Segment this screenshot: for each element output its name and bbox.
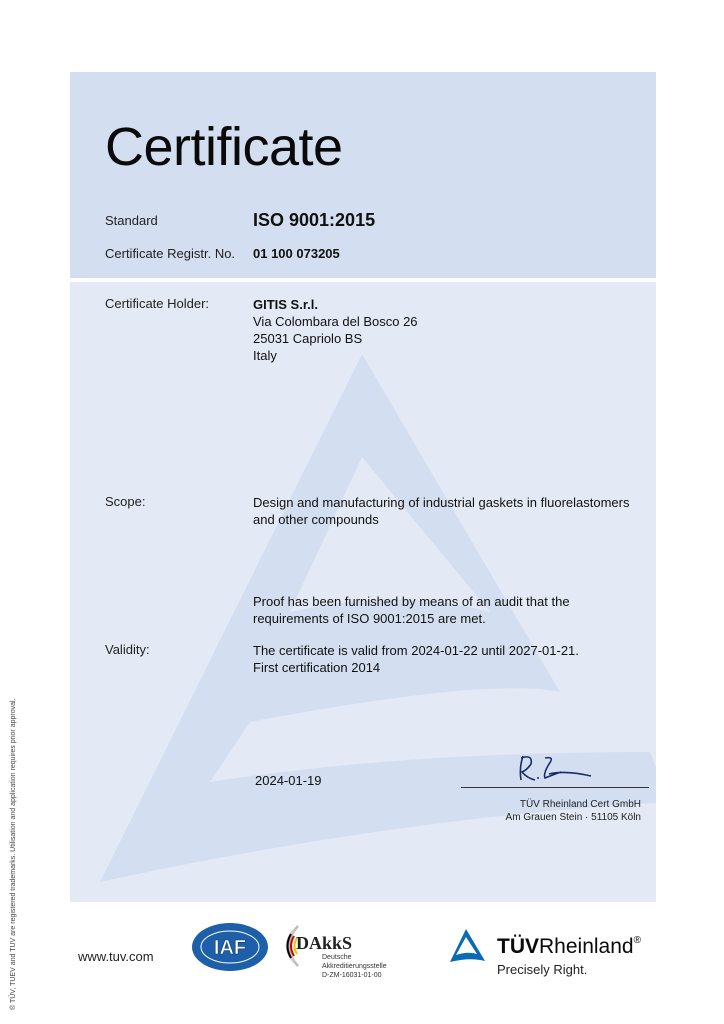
scope-line: and other compounds: [253, 512, 379, 527]
issuer-name: TÜV Rheinland Cert GmbH: [519, 799, 641, 810]
validity-line: First certification 2014: [253, 660, 381, 675]
dakks-line: Deutsche: [322, 954, 352, 961]
holder-block: [253, 296, 418, 364]
registered-mark: ®: [633, 935, 641, 946]
scope-line: Design and manufacturing of industrial gaskets in fluorelastomers: [253, 495, 630, 510]
proof-text: [253, 593, 570, 627]
signature-line: [461, 787, 649, 788]
holder-address-line: Italy: [253, 348, 277, 363]
validity-text: [253, 642, 579, 676]
standard-value: ISO 9001:2015: [253, 210, 376, 230]
brand-rest: Rheinland: [539, 935, 634, 958]
certificate-header: [70, 72, 656, 278]
holder-label: Certificate Holder:: [105, 296, 210, 311]
validity-label: Validity:: [105, 642, 150, 657]
dakks-title: DAkkS: [296, 933, 353, 953]
issue-date: 2024-01-19: [255, 773, 322, 788]
scope-label: Scope:: [105, 494, 146, 509]
certificate-body: [70, 282, 656, 902]
tuv-tagline: Precisely Right.: [497, 962, 588, 977]
validity-line: The certificate is valid from 2024-01-22 until 2027-01-21.: [253, 643, 579, 658]
tuv-triangle-logo-icon: [446, 928, 488, 964]
issuer-block: [506, 798, 641, 824]
holder-name: GITIS S.r.l.: [253, 297, 319, 312]
dakks-subtitle: [322, 953, 387, 980]
proof-line: Proof has been furnished by means of an audit that the: [253, 594, 570, 609]
registr-label: Certificate Registr. No.: [105, 246, 236, 261]
iaf-logo-icon: [191, 922, 269, 972]
holder-address-line: 25031 Capriolo BS: [253, 331, 363, 346]
registr-value: 01 100 073205: [253, 246, 340, 261]
holder-address-line: Via Colombara del Bosco 26: [253, 314, 418, 329]
trademark-notice: ® TÜV, TUEV and TUV are registered trademarks. Utilisation and application requires prior approval.: [10, 698, 17, 1010]
certificate-title: Certificate: [105, 117, 343, 177]
proof-line: requirements of ISO 9001:2015 are met.: [253, 611, 486, 626]
standard-label: Standard: [105, 213, 158, 228]
brand-bold: TÜV: [497, 935, 539, 958]
issuer-address: Am Grauen Stein · 51105 Köln: [505, 812, 641, 823]
dakks-line: D-ZM-16031-01-00: [322, 972, 382, 979]
website-link[interactable]: www.tuv.com: [78, 949, 154, 964]
svg-text:IAF: IAF: [213, 937, 247, 959]
dakks-line: Akkreditierungsstelle: [322, 963, 387, 970]
scope-text: [253, 494, 629, 528]
signature-icon: [515, 752, 595, 786]
tuv-brand-name: [497, 935, 641, 959]
